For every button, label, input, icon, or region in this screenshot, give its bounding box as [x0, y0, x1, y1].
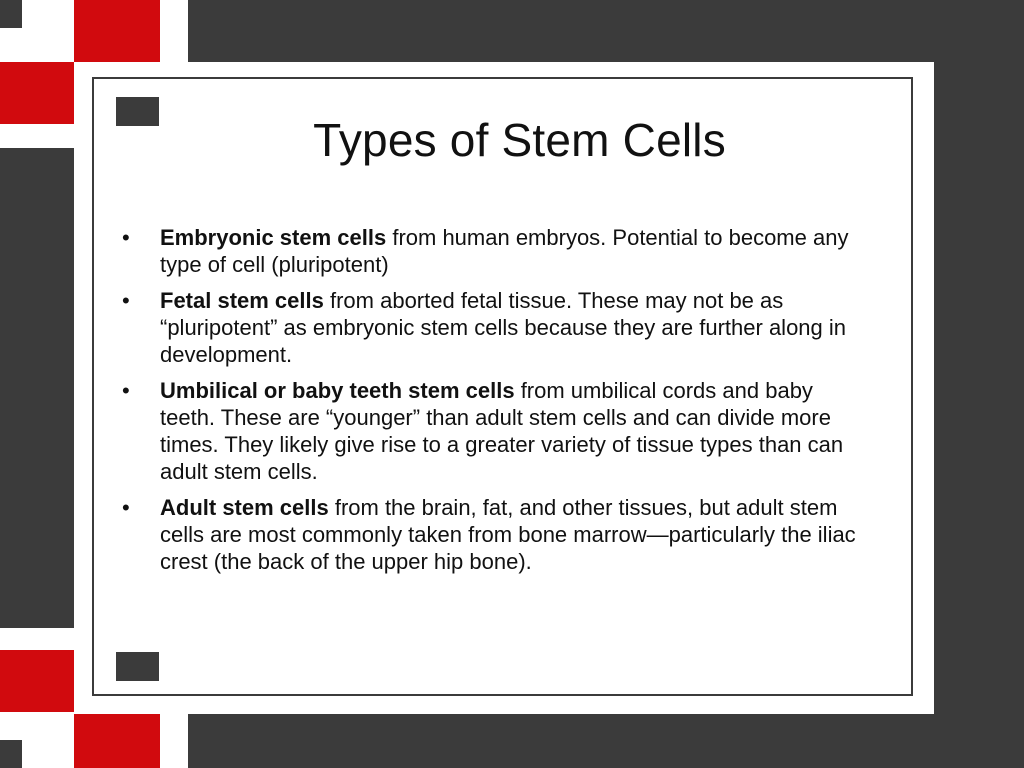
- bullet-marker: •: [122, 225, 130, 250]
- bullet-text: from aborted fetal tissue. These may not be as “pluripotent” as embryonic stem cells because they are further along in development.: [160, 288, 847, 367]
- corner-marker-bottom: [116, 652, 159, 681]
- bullet-marker: •: [122, 288, 130, 313]
- bullet-marker: •: [122, 495, 130, 520]
- bullet-item: [114, 494, 874, 575]
- decor-tile-red: [0, 62, 74, 124]
- bullet-item: [114, 377, 874, 485]
- bullet-heading: Umbilical or baby teeth stem cells: [160, 378, 515, 403]
- decor-tile-dark: [0, 740, 22, 768]
- bullet-list: [114, 224, 874, 584]
- bullet-heading: Embryonic stem cells: [160, 225, 387, 250]
- decor-tile-dark: [0, 0, 22, 28]
- bullet-heading: Adult stem cells: [160, 495, 329, 520]
- bullet-item: [114, 287, 874, 368]
- decor-tile-red: [74, 714, 160, 768]
- bullet-heading: Fetal stem cells: [160, 288, 324, 313]
- bullet-marker: •: [122, 378, 130, 403]
- decor-tile-red: [0, 650, 74, 712]
- decor-tile-dark: [0, 148, 74, 628]
- bullet-text: from human embryos. Potential to become any type of cell (pluripotent): [160, 225, 849, 277]
- decor-tile-red: [74, 0, 160, 62]
- bullet-item: [114, 224, 874, 278]
- bullet-text: from umbilical cords and baby teeth. These are “younger” than adult stem cells and can divide more times. They likely give rise to a greater variety of tissue types than can adult stem cells.: [160, 378, 844, 484]
- bullet-text: from the brain, fat, and other tissues, but adult stem cells are most commonly taken from bone marrow—particularly the iliac crest (the back of the upper hip bone).: [160, 495, 856, 574]
- slide-title: Types of Stem Cells: [313, 114, 726, 166]
